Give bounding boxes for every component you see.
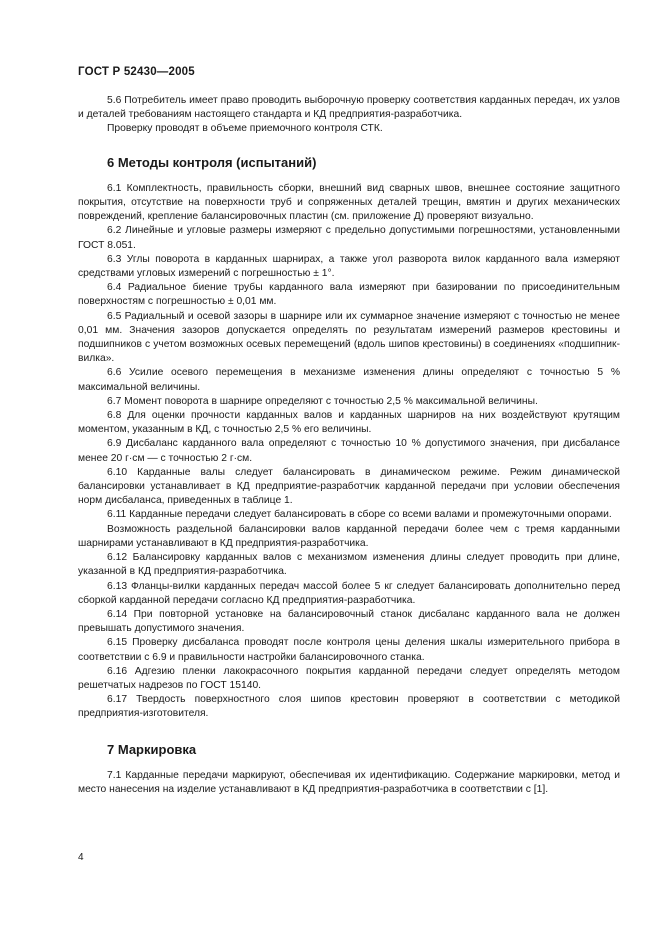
paragraph-6-17: 6.17 Твердость поверхностного слоя шипов крестовин проверяют в соответствии с методикой предприятия-изготовителя. [78, 694, 620, 720]
section-7-heading: 7 Маркировка [107, 741, 197, 757]
paragraph-6-1: 6.1 Комплектность, правильность сборки, внешний вид сварных швов, внешнее состояние защитного покрытия, отсутствие на поверхности труб и сопряженных деталей трещин, вмятин и других механических повреждений, крепление балансировочных пластин (см. приложение Д) проверяют визуально. [78, 182, 620, 223]
document-body [78, 94, 620, 797]
document-header: ГОСТ Р 52430—2005 [78, 66, 195, 78]
paragraph-6-14: 6.14 При повторной установке на балансировочный станок дисбаланс карданного вала не должен превышать допустимого значения. [78, 608, 620, 635]
paragraph-7-1: 7.1 Карданные передачи маркируют, обеспечивая их идентификацию. Содержание маркировки, метод и место нанесения на изделие устанавливают в КД предприятия-разработчика в соответствии с [1]. [78, 769, 620, 795]
paragraph-6-11: 6.11 Карданные передачи следует балансировать в сборе со всеми валами и промежуточными опорами. [107, 509, 612, 521]
paragraph-6-12: 6.12 Балансировку карданных валов с механизмом изменения длины следует проводить при длине, указанной в КД предприятия-разработчика. [78, 552, 620, 578]
paragraph-6-10: 6.10 Карданные валы следует балансировать в динамическом режиме. Режим динамической балансировки устанавливает в КД предприятие-разработчик карданной передачи при условии обеспечения норм дисбаланса, приведенных в таблице 1. [78, 466, 620, 507]
paragraph-6-5: 6.5 Радиальный и осевой зазоры в шарнире или их суммарное значение измеряют с точностью не менее 0,01 мм. Значения зазоров допускается определять по результатам измерений размеров крестовины и подшипников с учетом возможных осевых перемещений (вдоль шипов крестовины) в соединениях «подшипник-вилка». [78, 310, 620, 365]
paragraph-6-11-continued: Возможность раздельной балансировки валов карданной передачи более чем с тремя карданными шарнирами устанавливают в КД предприятия-разработчика. [78, 523, 620, 549]
paragraph-5-6-continued: Проверку проводят в объеме приемочного контроля СТК. [107, 123, 383, 135]
section-6-heading: 6 Методы контроля (испытаний) [107, 154, 317, 170]
paragraph-6-8: 6.8 Для оценки прочности карданных валов и карданных шарниров на них воздействуют крутящим моментом, указанным в КД, с точностью 2,5 % его величины. [78, 410, 620, 436]
paragraph-6-9: 6.9 Дисбаланс карданного вала определяют с точностью 10 % допустимого значения, при дисбалансе менее 20 г·см — с точностью 2 г·см. [78, 438, 620, 464]
paragraph-5-6: 5.6 Потребитель имеет право проводить выборочную проверку соответствия карданных передач, их узлов и деталей требованиям настоящего стандарта и КД предприятия-разработчика. [78, 95, 620, 121]
paragraph-6-16: 6.16 Адгезию пленки лакокрасочного покрытия карданной передачи следует определять методом решетчатых надрезов по ГОСТ 15140. [78, 665, 620, 691]
page-number: 4 [78, 852, 84, 863]
paragraph-6-15: 6.15 Проверку дисбаланса проводят после контроля цены деления шкалы измерительного прибора в соответствии с 6.9 и правильности настройки балансировочного станка. [78, 637, 620, 663]
paragraph-6-13: 6.13 Фланцы-вилки карданных передач массой более 5 кг следует балансировать дополнительно перед сборкой карданной передачи согласно КД предприятия-разработчика. [78, 580, 620, 606]
paragraph-6-7: 6.7 Момент поворота в шарнире определяют с точностью 2,5 % максимальной величины. [107, 395, 538, 407]
paragraph-6-4: 6.4 Радиальное биение трубы карданного вала измеряют при базировании по присоединительным поверхностям с погрешностью ± 0,01 мм. [78, 282, 620, 308]
paragraph-6-2: 6.2 Линейные и угловые размеры измеряют с предельно допустимыми погрешностями, установленными ГОСТ 8.051. [78, 225, 620, 251]
paragraph-6-3: 6.3 Углы поворота в карданных шарнирах, а также угол разворота вилок карданного вала измеряют средствами угловых измерений с погрешностью ± 1°. [78, 253, 620, 280]
paragraph-6-6: 6.6 Усилие осевого перемещения в механизме изменения длины определяют с точностью 5 % максимальной величины. [78, 367, 620, 393]
